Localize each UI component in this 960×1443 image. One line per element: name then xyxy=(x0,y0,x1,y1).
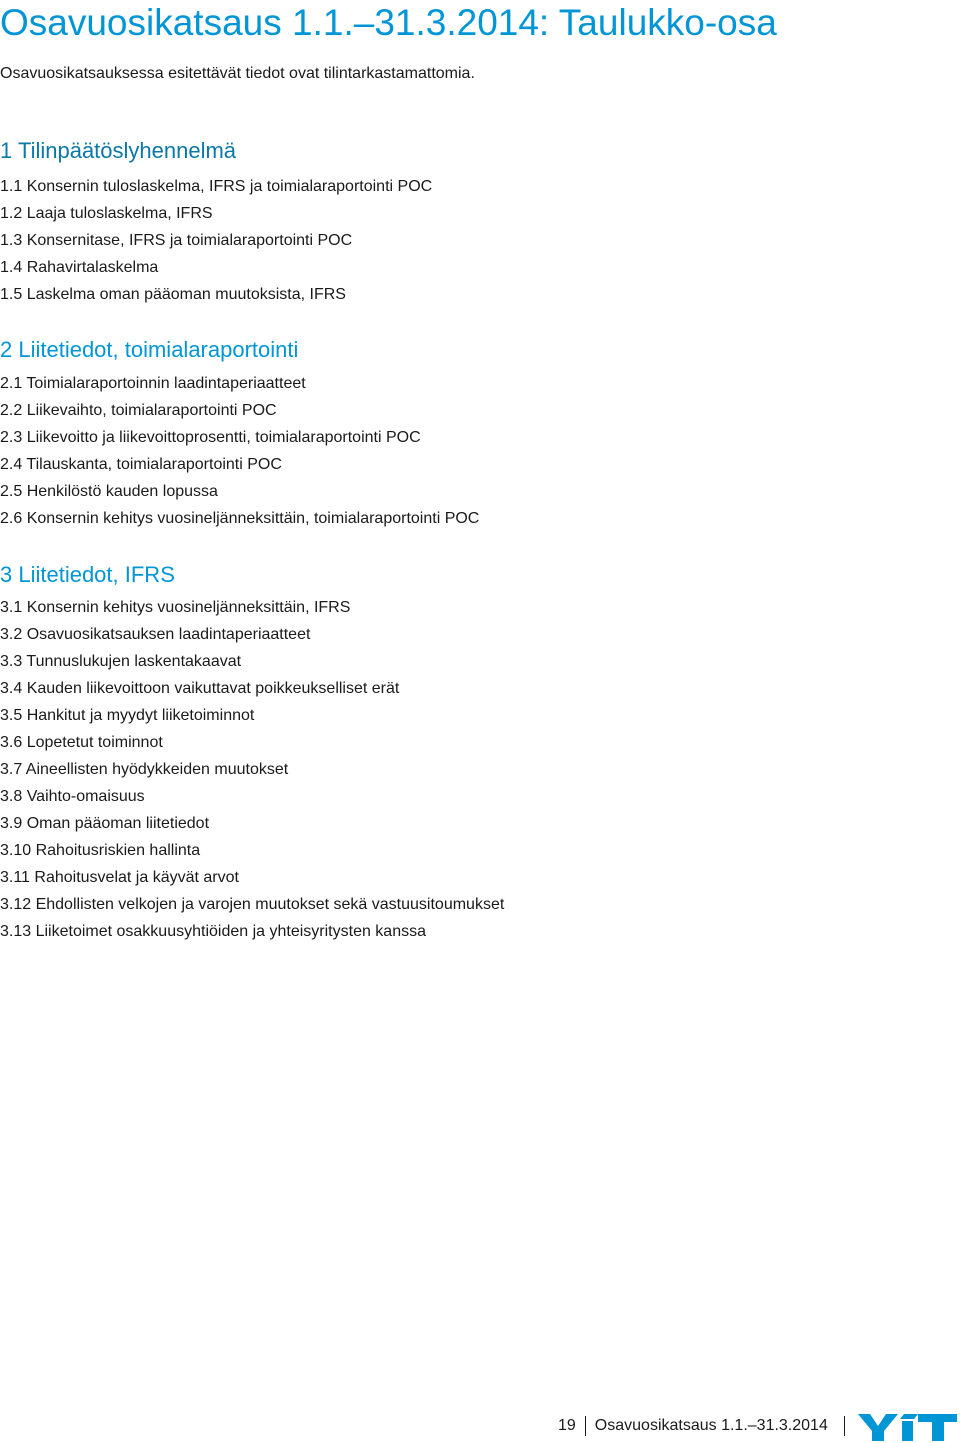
toc-item[interactable]: 3.1 Konsernin kehitys vuosineljänneksittäin, IFRS xyxy=(0,599,351,616)
page-subtitle: Osavuosikatsauksessa esitettävät tiedot ovat tilintarkastamattomia. xyxy=(0,65,475,82)
toc-item[interactable]: 3.5 Hankitut ja myydyt liiketoiminnot xyxy=(0,707,255,724)
page-footer xyxy=(558,1413,854,1439)
toc-item[interactable]: 3.9 Oman pääoman liitetiedot xyxy=(0,815,210,832)
toc-item[interactable]: 3.10 Rahoitusriskien hallinta xyxy=(0,842,201,859)
toc-item[interactable]: 2.4 Tilauskanta, toimialaraportointi POC xyxy=(0,456,282,473)
toc-item[interactable]: 3.8 Vaihto-omaisuus xyxy=(0,788,145,805)
toc-item[interactable]: 2.6 Konsernin kehitys vuosineljänneksittäin, toimialaraportointi POC xyxy=(0,510,480,527)
toc-item[interactable]: 2.1 Toimialaraportoinnin laadintaperiaatteet xyxy=(0,375,306,392)
yit-logo xyxy=(858,1412,958,1442)
toc-item[interactable]: 3.3 Tunnuslukujen laskentakaavat xyxy=(0,653,242,670)
page-number: 19 xyxy=(558,1417,576,1434)
section-heading-2: 2 Liitetiedot, toimialaraportointi xyxy=(0,337,299,362)
toc-item[interactable]: 1.5 Laskelma oman pääoman muutoksista, IFRS xyxy=(0,286,346,303)
toc-item[interactable]: 3.12 Ehdollisten velkojen ja varojen muutokset sekä vastuusitoumukset xyxy=(0,896,505,913)
toc-item[interactable]: 3.13 Liiketoimet osakkuusyhtiöiden ja yhteisyritysten kanssa xyxy=(0,923,426,940)
toc-item[interactable]: 2.2 Liikevaihto, toimialaraportointi POC xyxy=(0,402,277,419)
toc-item[interactable]: 3.2 Osavuosikatsauksen laadintaperiaatteet xyxy=(0,626,311,643)
toc-item[interactable]: 3.6 Lopetetut toiminnot xyxy=(0,734,163,751)
section-heading-3: 3 Liitetiedot, IFRS xyxy=(0,562,175,587)
toc-item[interactable]: 3.11 Rahoitusvelat ja käyvät arvot xyxy=(0,869,239,886)
toc-item[interactable]: 1.3 Konsernitase, IFRS ja toimialaraportointi POC xyxy=(0,232,353,249)
toc-item[interactable]: 1.4 Rahavirtalaskelma xyxy=(0,259,159,276)
page-title: Osavuosikatsaus 1.1.–31.3.2014: Taulukko-osa xyxy=(0,2,777,43)
toc-item[interactable]: 3.7 Aineellisten hyödykkeiden muutokset xyxy=(0,761,289,778)
footer-doc-title: Osavuosikatsaus 1.1.–31.3.2014 xyxy=(594,1417,828,1434)
section-heading-1: 1 Tilinpäätöslyhennelmä xyxy=(0,138,237,163)
toc-item[interactable]: 1.1 Konsernin tuloslaskelma, IFRS ja toimialaraportointi POC xyxy=(0,178,433,195)
toc-item[interactable]: 3.4 Kauden liikevoittoon vaikuttavat poikkeukselliset erät xyxy=(0,680,400,697)
footer-divider xyxy=(585,1416,586,1436)
toc-item[interactable]: 2.5 Henkilöstö kauden lopussa xyxy=(0,483,218,500)
footer-divider xyxy=(844,1416,845,1436)
toc-item[interactable]: 2.3 Liikevoitto ja liikevoittoprosentti, toimialaraportointi POC xyxy=(0,429,421,446)
toc-item[interactable]: 1.2 Laaja tuloslaskelma, IFRS xyxy=(0,205,213,222)
